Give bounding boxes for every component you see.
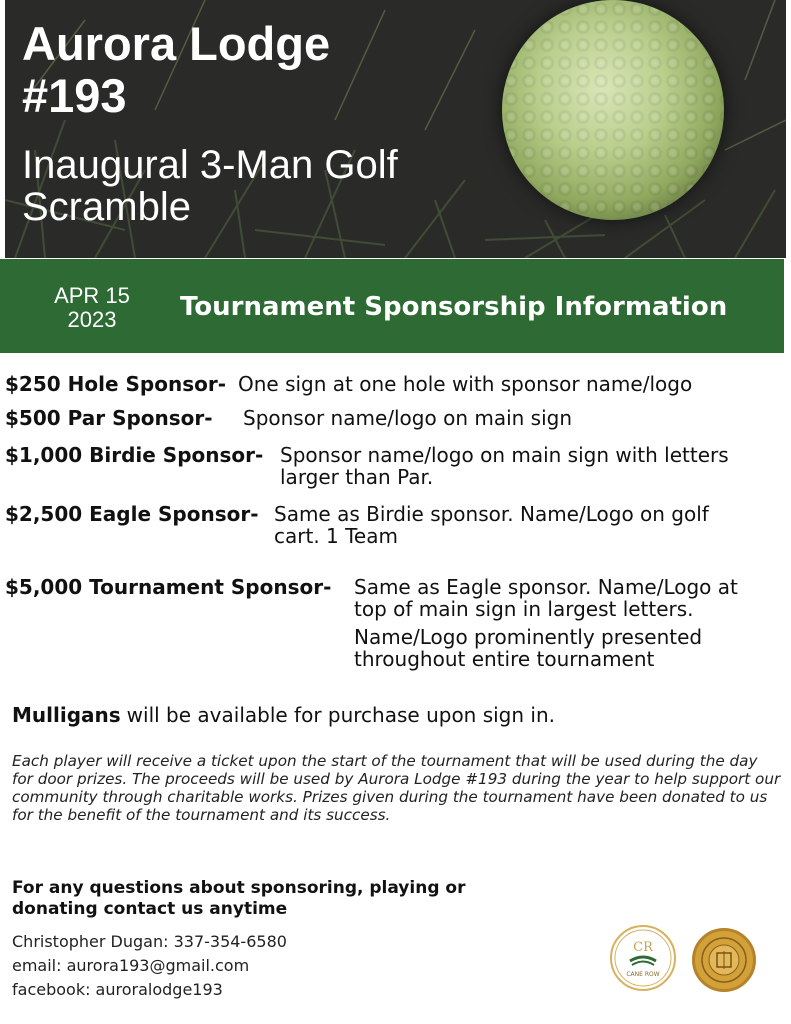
- mulligans-text: will be available for purchase upon sign in.: [126, 703, 556, 727]
- tier-description: One sign at one hole with sponsor name/logo: [238, 372, 693, 396]
- tier-name: $250 Hole Sponsor-: [5, 372, 226, 396]
- band-title: Tournament Sponsorship Information: [180, 292, 728, 322]
- title-line-1: Aurora Lodge: [22, 17, 331, 70]
- mulligans-line: [12, 703, 555, 727]
- svg-text:CR: CR: [633, 940, 653, 955]
- page-subtitle: [22, 144, 398, 228]
- page-title: [22, 18, 330, 122]
- tier-name: $2,500 Eagle Sponsor-: [5, 502, 259, 526]
- tier-description: Same as Birdie sponsor. Name/Logo on golf cart. 1 Team: [274, 502, 709, 548]
- door-prize-note: Each player will receive a ticket upon the start of the tournament that will be used during the day for door prizes. The proceeds will be used by Aurora Lodge #193 during the year to help support our community through charitable works. Prizes given during the tournament have been donated to us for the benefit of the tournament and its success.: [12, 752, 781, 824]
- event-date-month-day: APR 15: [54, 283, 130, 308]
- contact-phone: Christopher Dugan: 337-354-6580: [12, 932, 287, 951]
- title-line-2: #193: [22, 69, 127, 122]
- event-date: [32, 284, 152, 332]
- tier-description: Sponsor name/logo on main sign with letters larger than Par.: [280, 443, 729, 489]
- tier-description: Sponsor name/logo on main sign: [243, 406, 573, 430]
- tier-name: $500 Par Sponsor-: [5, 406, 213, 430]
- contact-heading: For any questions about sponsoring, playing or donating contact us anytime: [12, 878, 466, 919]
- tier-description: Same as Eagle sponsor. Name/Logo at top of main sign in largest letters. Name/Logo prominently presented throughout entire tournament: [354, 575, 738, 671]
- golf-ball-icon: [502, 0, 724, 220]
- svg-text:CANE ROW: CANE ROW: [626, 971, 660, 978]
- subtitle-line-2: Scramble: [22, 185, 191, 229]
- contact-email: email: aurora193@gmail.com: [12, 956, 250, 975]
- tier-name: $1,000 Birdie Sponsor-: [5, 443, 264, 467]
- event-date-year: 2023: [67, 307, 117, 332]
- masonic-lodge-seal-icon: [692, 928, 756, 992]
- cane-row-logo-icon: [610, 925, 676, 991]
- tier-name: $5,000 Tournament Sponsor-: [5, 575, 332, 599]
- mulligans-label: Mulligans: [12, 703, 121, 727]
- subtitle-line-1: Inaugural 3-Man Golf: [22, 143, 398, 187]
- contact-facebook: facebook: auroralodge193: [12, 980, 223, 999]
